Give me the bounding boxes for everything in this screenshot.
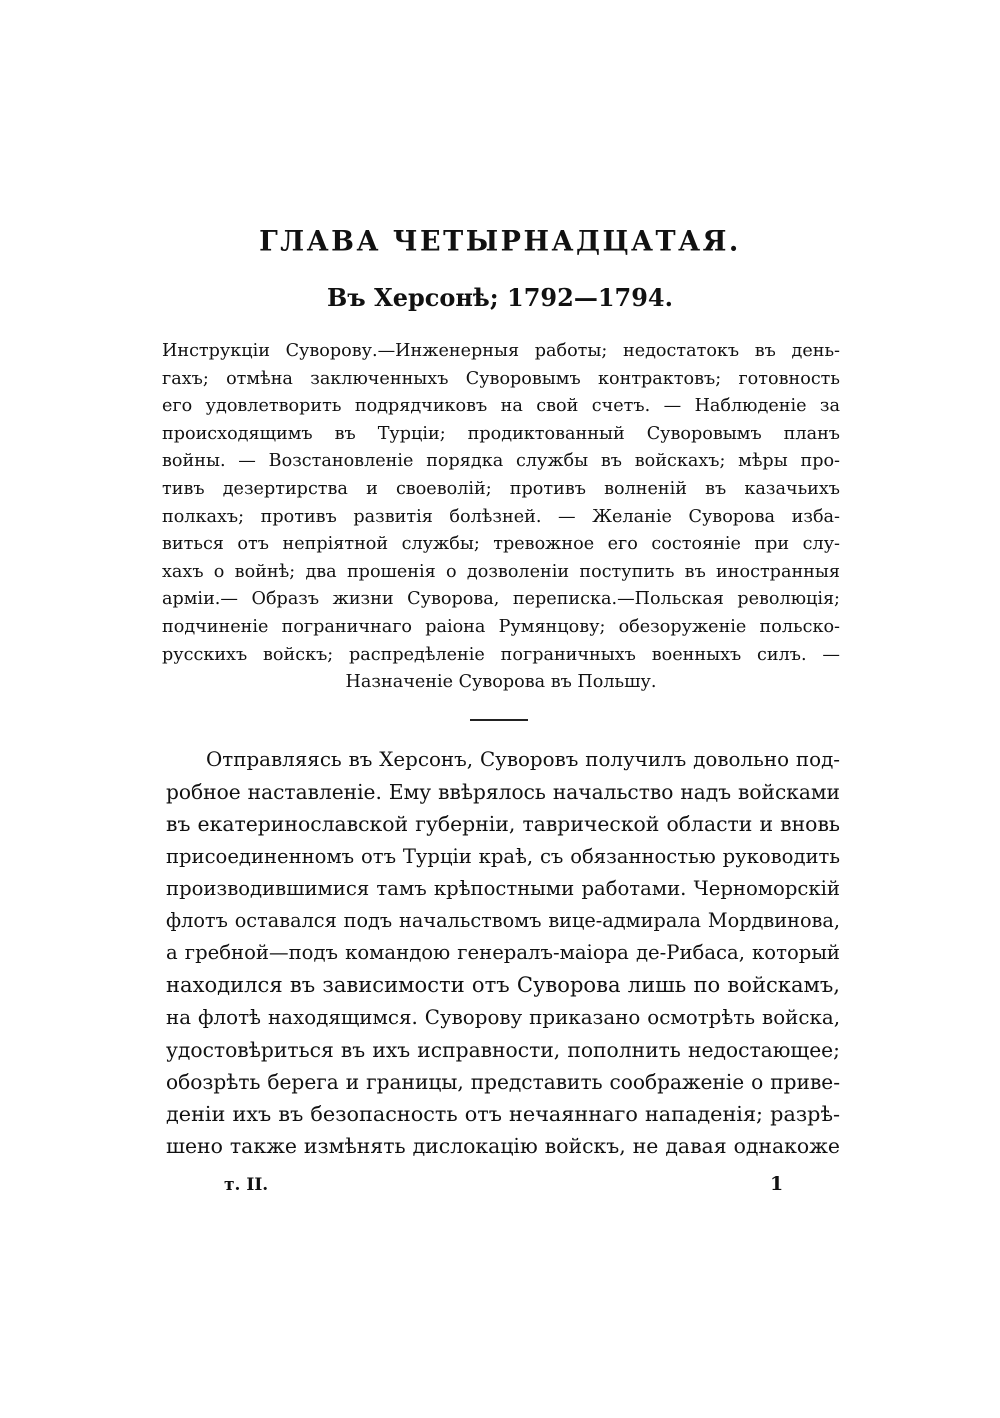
chapter-summary xyxy=(162,338,840,697)
chapter-title: ГЛАВА ЧЕТЫРНАДЦАТАЯ. xyxy=(259,225,741,258)
summary-line: Назначеніе Суворова въ Польшу. xyxy=(345,672,657,693)
section-divider xyxy=(470,719,528,721)
body-line: находился въ зависимости отъ Суворова лишь по войскамъ, xyxy=(166,972,840,998)
body-line: производившимися тамъ крѣпостными работами. Черноморскій xyxy=(166,876,840,900)
body-line: присоединенномъ отъ Турціи краѣ, съ обязанностью руководить xyxy=(166,844,840,868)
summary-line: его удовлетворить подрядчиковъ на свой счетъ. — Наблюденіе за xyxy=(162,396,840,417)
chapter-subtitle: Въ Херсонѣ; 1792—1794. xyxy=(327,283,673,312)
summary-line: подчиненіе пограничнаго раіона Румянцову; обезоруженіе польско- xyxy=(162,616,840,637)
summary-line: арміи.— Образъ жизни Суворова, переписка.—Польская революція; xyxy=(162,589,840,610)
body-line: флотъ оставался подъ начальствомъ вице-адмирала Мордвинова, xyxy=(166,908,840,932)
summary-line: русскихъ войскъ; распредѣленіе пограничныхъ военныхъ силъ. — xyxy=(162,644,840,665)
body-line: Отправляясь въ Херсонъ, Суворовъ получилъ довольно под- xyxy=(206,748,840,771)
summary-line: полкахъ; противъ развитія болѣзней. — Желаніе Суворова изба- xyxy=(162,506,840,527)
body-paragraph xyxy=(166,744,840,1162)
body-line: шено также измѣнять дислокацію войскъ, не давая однакоже xyxy=(166,1134,840,1159)
summary-line: происходящимъ въ Турціи; продиктованный Суворовымъ планъ xyxy=(162,423,840,444)
summary-line: гахъ; отмѣна заключенныхъ Суворовымъ контрактовъ; готовность xyxy=(162,368,840,389)
summary-line: Инструкціи Суворову.—Инженерныя работы; недостатокъ въ день- xyxy=(162,341,840,361)
body-line: деніи ихъ въ безопасность отъ нечаяннаго нападенія; разрѣ- xyxy=(166,1102,840,1127)
body-line: а гребной—подъ командою генералъ-маіора де-Рибаса, который xyxy=(166,941,840,965)
summary-line: войны. — Возстановленіе порядка службы въ войскахъ; мѣры про- xyxy=(162,451,840,472)
page-number: 1 xyxy=(770,1173,784,1195)
summary-line: тивъ дезертирства и своеволій; противъ волненій въ казачьихъ xyxy=(162,478,840,499)
body-line: въ екатеринославской губерніи, таврической области и вновь xyxy=(166,812,840,837)
body-line: робное наставленіе. Ему ввѣрялось начальство надъ войсками xyxy=(166,780,840,805)
body-line: на флотѣ находящимся. Суворову приказано осмотрѣть войска, xyxy=(166,1005,840,1029)
body-line: удостовѣриться въ ихъ исправности, пополнить недостающее; xyxy=(166,1037,840,1062)
summary-line: хахъ о войнѣ; два прошенія о дозволеніи поступить въ иностранныя xyxy=(162,561,840,582)
volume-signature: т. II. xyxy=(224,1175,269,1195)
summary-line: виться отъ непріятной службы; тревожное его состояніе при слу- xyxy=(162,534,840,555)
body-line: обозрѣть берега и границы, представить соображеніе о приве- xyxy=(166,1069,840,1094)
